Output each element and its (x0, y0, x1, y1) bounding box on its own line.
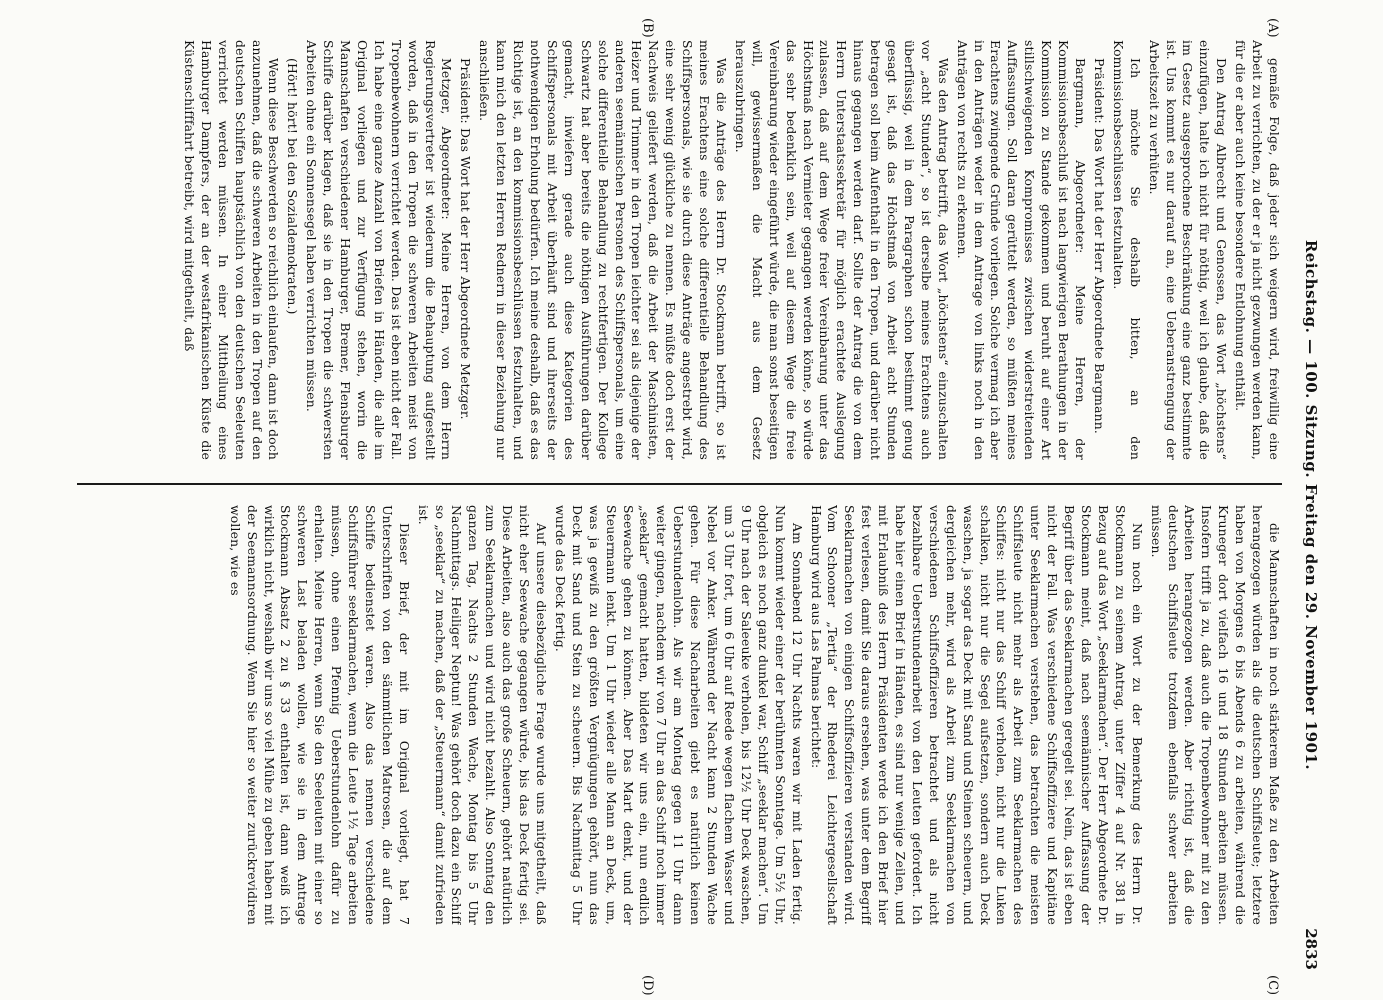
paragraph: Was den Antrag betrifft, das Wort „höchstens“ einzuschalten vor „acht Stunden“, so ist derselbe meines Erachtens auch überflüssig, weil in dem Paragraphen schon bestimmt genug gesagt ist, daß das Höchstmaß von Arbeit acht Stunden betragen soll beim Aufenthalt in den Tropen, und darüber nicht hinaus gegangen werden darf. Sollte der Antrag die von dem Herrn Unterstaatssekretär für möglich erachtete Auslegung zulassen, daß auf dem Wege freier Vereinbarung unter das Höchstmaß nach Vermieter gegangen werden könne, so würde das sehr bedenklich sein, weil auf diesem Wege die freie Vereinbarung wieder eingeführt würde, die man sonst beseitigen will, gewissermaßen die Macht aus dem Gesetz herauszubringen. (732, 40, 951, 460)
margin-mark-a: (A) (1265, 18, 1280, 38)
paragraph: Metzger, Abgeordneter: Meine Herren, von dem Herrn Regierungsvertreter ist wiederum die Behauptung aufgestellt worden, daß in den Tropen die schweren Arbeiten meist von Tropenbewohnern verrichtet werden. Das ist eben nicht der Fall. Ich habe eine ganze Anzahl von Briefen in Händen, die alle im Original vorliegen und zur Verfügung stehen, worin die Mannschaften verschiedener Hamburger, Bremer, Flensburger Schiffe darüber klagen, daß sie in den Tropen die schwersten Arbeiten ohne ein Sonnensegel haben verrichten müssen. (304, 40, 455, 460)
page-header (1290, 40, 1320, 970)
paragraph: Präsident: Das Wort hat der Herr Abgeordnete Bargmann. (1091, 58, 1107, 434)
paragraph: Dieser Brief, der mit im Original vorliegt, hat 7 Unterschriften von den sämmtlichen Matrosen, die auf dem Schiffe bedienstet waren. Also das nennen verschiedene Schiffsführer seeklarmachen, wenn die Leute 1½ Tage arbeiten müssen, ohne einen Pfennig Ueberstundenlohn dafür zu erhalten. Meine Herren, wenn Sie den Seeleuten mit einer so schweren Last beladen wollen, wie sie in dem Antrage Stockmann Absatz 2 zu § 33 enthalten ist, dann weiß ich wirklich nicht, weshalb wir uns so viel Mühe zu geben haben mit der Seemannsordnung. Wenn Sie hier so weiter zurückrevidiren wollen, wie es (227, 505, 412, 925)
page-number: 2833 (1302, 928, 1320, 970)
paragraph: die Mannschaften in noch stärkerem Maße zu den Arbeiten herangezogen würden als die deutschen Schiffsleute; letztere haben von Morgens 6 bis Abends 6 zu arbeiten, während die Kruneger dort vielfach 16 und 18 Stunden arbeiten müssen. Insofern trifft ja zu, daß auch die Tropenbewohner mit zu den Arbeiten herangezogen werden. Aber richtig ist, daß die deutschen Schiffsleute trotzdem ebenfalls schwer arbeiten müssen. (1148, 505, 1282, 925)
paragraph: (Hört! hört! bei den Sozialdemokraten.) (285, 58, 301, 315)
paragraph: Was die Anträge des Herrn Dr. Stockmann betrifft, so ist meines Erachtens eine solche differentielle Behandlung des Schiffspersonals, wie sie durch diese Anträge angestrebt wird, eine sehr wenig glückliche zu nennen. Es müßte doch erst der Nachweis geliefert werden, daß die Arbeit der Maschinisten, Heizer und Trimmer in den Tropen leichter sei als diejenige der anderen seemännischen Personen des Schiffspersonals, um eine solche differentielle Behandlung zu rechtfertigen. Der Kollege Schwartz hat aber bereits die nöthigen Ausführungen darüber gemacht, inwiefern gerade auch diese Kategorien des Schiffspersonals mit Arbeit überhäuft sind und ihrerseits der nothwendigen Erholung bedürfen. Ich meine deshalb, daß es das Richtige ist, an den kommissionsbeschlüssen festzuhalten, und kann mich den letzten Herren Rednern in dieser Beziehung nur anschließen. (477, 40, 729, 460)
paragraph: Ich möchte Sie deshalb bitten, an den Kommissionsbeschlüssen festzuhalten. (1110, 40, 1143, 460)
margin-mark-d: (D) (640, 975, 655, 996)
margin-mark-b: (B) (640, 18, 655, 38)
paragraph: Auf unsere diesbezügliche Frage wurde uns mitgetheilt, daß nicht eher Seewache gegangen würde, bis das Deck fertig sei. Diese Arbeiten, also auch das große Scheuern, gehört natürlich zum Seeklarmachen und wird nicht bezahlt. Also Sonntag den ganzen Tag, Nachts 2 Stunden Wache, Montag bis 5 Uhr Nachmittags. Heiliger Neptun! Was gehört doch dazu ein Schiff so „seeklar“ zu machen, daß der „Steuermann“ damit zufrieden ist. (415, 505, 550, 925)
right-column (67, 505, 1282, 925)
paragraph: Präsident: Das Wort hat der Herr Abgeordnete Metzger. (458, 58, 474, 420)
paragraph: gemäße Folge, daß jeder sich weigern wird, freiwillig eine Arbeit zu verrichten, zu der er ja nicht gezwungen werden kann, für die er aber auch keine besondere Entlohnung enthält. (1233, 40, 1282, 460)
paragraph: Wenn diese Beschwerden so reichlich einlaufen, dann ist doch anzunehmen, daß die schweren Arbeiten in den Tropen auf den deutschen Schiffen hauptsächlich von den deutschen Seeleuten verrichtet werden müssen. In einer Mittheilung eines Hamburger Dampfers, der an der westafrikanischen Küste die Küstenschifffahrt betreibt, wird mitgetheilt, daß (181, 40, 282, 460)
column-divider (77, 483, 1282, 485)
paragraph: Nun noch ein Wort zu der Bemerkung des Herrn Dr. Stockmann zu seinem Antrag, unter Ziffer 4 auf Nr. 381 in Bezug auf das Wort „Seeklarmachen“. Der Herr Abgeordnete Dr. Stockmann meint, daß nach seemännischer Auffassung der Begriff über das Seeklarmachen geregelt sei. Nein, das ist eben nicht der Fall. Was verschiedene Schiffsoffiziere und Kapitäne unter Seeklarmachen verstehen, das betrachten die meisten Schiffsleute nicht mehr als Arbeit zum Seeklarmachen des Schiffes: nicht nur das Schiff verholen, nicht nur die Luken schalken, nicht nur die Segel aufsetzen, sondern auch Deck waschen, ja sogar das Deck mit Sand und Steinen scheuern, und dergleichen mehr, wird als Arbeit zum Seeklarmachen von verschiedenen Schiffsoffizieren betrachtet und als nicht bezahlbare Ueberstundenarbeit von den Leuten gefordert. Ich habe hier einen Brief in Händen, es sind nur wenige Zeilen, und mit Erlaubniß des Herrn Präsidenten werde ich den Brief hier fest verlesen, damit Sie daraus ersehen, was unter dem Begriff Seeklarmachen von einigen Schiffsoffizieren verstanden wird. Vom Schooner „Tertia“ der Rhederei Leichtergesellschaft Hamburg wird aus Las Palmas berichtet: (808, 505, 1145, 925)
margin-mark-c: (C) (1265, 975, 1280, 996)
paragraph: Bargmann, Abgeordneter: Meine Herren, der Kommissionsbeschluß ist nach langwierigen Berathungen in der Kommission zu Stande gekommen und beruht auf einer Art stillschweigenden Kompromisses zwischen widerstreitenden Auffassungen. Soll daran gerüttelt werden, so müßten meines Erachtens zwingende Gründe vorliegen. Solche vermag ich aber in den Anträgen weder in dem Antrage von links noch in den Anträgen von rechts zu erkennen. (954, 40, 1089, 460)
paragraph: Den Antrag Albrecht und Genossen, das Wort „höchstens“ einzufügen, halte ich nicht für nöthig, weil ich glaube, daß die im Gesetz ausgesprochene Beschränkung eine ganz bestimmte ist. Uns kommt es nur darauf an, eine Ueberanstrengung der Arbeitszeit zu verhüten. (1146, 40, 1230, 460)
left-column (67, 40, 1282, 460)
running-title: Reichstag. — 100. Sitzung. Freitag den 29. November 1901. (1302, 239, 1320, 771)
paragraph: Am Sonnabend 12 Uhr Nachts waren wir mit Laden fertig. Nun kommt wieder einer der berühmten Sonntage. Um 5½ Uhr, obgleich es noch ganz dunkel war, Schiff „seeklar machen“. Um 9 Uhr nach der Saleeuke verholen, bis 12½ Uhr Deck waschen, um 3 Uhr fort, um 6 Uhr auf Reede wegen flachem Wasser und Nebel vor Anker. Während der Nacht kann 2 Stunden Wache gehen. Für diese Nacharbeiten giebt es natürlich keinen Ueberstundenlohn. Als wir am Montag gegen 11 Uhr dann weiter gingen, nachdem wir von 7 Uhr an das Schiff noch immer „seeklar“ gemacht hatten, bildeten wir uns ein, nun endlich Seewache gehen zu können. Aber Das Mart denkt, und der Steuermann lenkt. Um 1 Uhr wieder alle Mann an Deck, um, was ja gewiß zu den größten Vergnügungen gehört, nun das Deck mit Sand und Stein zu scheuern. Bis Nachmittag 5 Uhr wurde das Deck fertig. (552, 505, 805, 925)
